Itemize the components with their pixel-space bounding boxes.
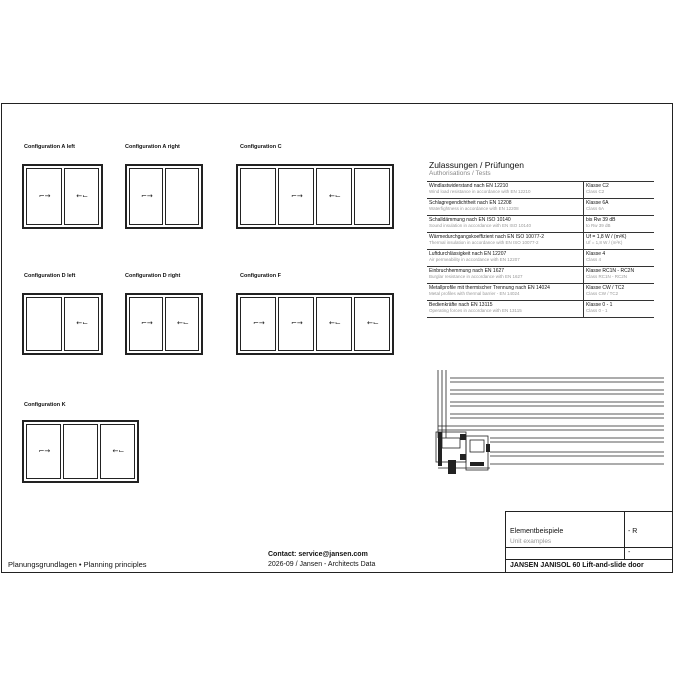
approval-value-cell bbox=[584, 250, 655, 267]
door-pane bbox=[278, 297, 314, 351]
approval-row bbox=[427, 267, 654, 284]
slide-right-arrow-icon: ⌐→ bbox=[141, 319, 153, 327]
approval-value-de: Klasse RC1N - RC2N bbox=[586, 268, 635, 274]
slide-left-arrow-icon: ←⌙ bbox=[76, 191, 88, 200]
door-frame bbox=[125, 293, 203, 355]
slide-right-arrow-icon: ⌐→ bbox=[38, 191, 51, 200]
approval-value-en: Class C2 bbox=[586, 189, 605, 194]
approval-value-de: Klasse CW / TC2 bbox=[586, 285, 625, 291]
approval-value-de: Uf = 1,8 W / (m²K) bbox=[586, 234, 627, 240]
approval-value-en: Class CW / TC2 bbox=[586, 291, 619, 296]
slide-left-arrow-icon: ←⌙ bbox=[76, 319, 88, 327]
approval-test-de: Wärmedurchgangskoeffizient nach EN ISO 10077-2 bbox=[429, 234, 544, 240]
approval-test-en: Thermal insulation in accordance with EN ISO 10077-2 bbox=[429, 240, 539, 245]
approval-test-de: Luftdurchlässigkeit nach EN 12207 bbox=[429, 251, 507, 257]
approval-test-de: Schalldämmung nach EN ISO 10140 bbox=[429, 217, 511, 223]
door-pane bbox=[240, 297, 276, 351]
door-pane bbox=[100, 424, 135, 479]
configuration-label: Configuration D left bbox=[24, 273, 76, 279]
planning-principles-label: Planungsgrundlagen • Planning principles bbox=[8, 560, 147, 569]
approval-value-cell bbox=[584, 216, 655, 233]
approval-test-en: Wind load resistance in accordance with EN 12210 bbox=[429, 189, 531, 194]
approval-value-cell bbox=[584, 284, 655, 301]
approval-value-de: Klasse C2 bbox=[586, 183, 609, 189]
approval-test-cell bbox=[427, 284, 584, 301]
approval-test-en: Sound insulation in accordance with EN ISO 10140 bbox=[429, 223, 532, 228]
approval-row bbox=[427, 284, 654, 301]
title-block-title: Elementbeispiele bbox=[510, 528, 564, 535]
configuration-label: Configuration A right bbox=[125, 144, 180, 150]
approval-test-cell bbox=[427, 267, 584, 284]
approval-value-cell bbox=[584, 267, 655, 284]
door-frame bbox=[236, 164, 394, 229]
approval-row bbox=[427, 182, 654, 199]
door-frame bbox=[125, 164, 203, 229]
document-info: 2026-09 / Jansen - Architects Data bbox=[268, 561, 376, 568]
approval-test-en: Waterfightness in accordance with EN 12208 bbox=[429, 206, 519, 211]
contact-email[interactable]: Contact: service@jansen.com bbox=[268, 551, 368, 558]
door-pane bbox=[316, 297, 352, 351]
approval-test-cell bbox=[427, 233, 584, 250]
approval-test-cell bbox=[427, 199, 584, 216]
approval-row bbox=[427, 216, 654, 233]
approval-test-de: Bedienkräfte nach EN 13115 bbox=[429, 302, 493, 308]
approval-test-cell bbox=[427, 182, 584, 199]
slide-right-arrow-icon: ⌐→ bbox=[38, 446, 51, 455]
door-pane bbox=[26, 424, 61, 479]
door-pane bbox=[354, 168, 390, 225]
approval-value-en: Class RC1N - RC2N bbox=[586, 274, 628, 279]
title-block-row bbox=[506, 548, 673, 560]
approval-test-en: Metal profiles with thermal barrier - EN 14024 bbox=[429, 291, 520, 296]
door-pane bbox=[165, 297, 199, 351]
slide-right-arrow-icon: ⌐→ bbox=[253, 319, 265, 327]
door-pane bbox=[129, 168, 163, 225]
approval-test-en: Air permeability in accordance with EN 12207 bbox=[429, 257, 520, 262]
door-frame bbox=[22, 293, 103, 355]
approval-value-en: Uf = 1,8 W / (m²K) bbox=[586, 240, 623, 245]
door-pane bbox=[64, 297, 100, 351]
approval-value-de: Klasse 0 - 1 bbox=[586, 302, 613, 308]
configuration-label: Configuration A left bbox=[24, 144, 75, 150]
slide-left-arrow-icon: ←⌙ bbox=[329, 319, 341, 327]
approval-value-de: Klasse 6A bbox=[586, 200, 609, 206]
approval-value-cell bbox=[584, 199, 655, 216]
door-frame bbox=[22, 164, 103, 229]
approval-test-de: Metallprofile mit thermischer Trennung nach EN 14024 bbox=[429, 285, 550, 291]
slide-right-arrow-icon: ⌐→ bbox=[291, 191, 303, 200]
slide-right-arrow-icon: ⌐→ bbox=[291, 319, 303, 327]
approval-test-en: Operating forces in accordance with EN 13115 bbox=[429, 308, 522, 313]
approval-value-de: bis Rw 39 dB bbox=[586, 217, 616, 223]
door-pane bbox=[316, 168, 352, 225]
approval-test-cell bbox=[427, 250, 584, 267]
approval-value-cell bbox=[584, 182, 655, 199]
approval-value-en: to Rw 39 dB bbox=[586, 223, 611, 228]
revision-dash: - bbox=[628, 549, 631, 556]
approval-value-cell bbox=[584, 233, 655, 250]
approvals-title: Zulassungen / Prüfungen bbox=[429, 160, 524, 170]
title-block bbox=[505, 511, 672, 572]
door-frame bbox=[236, 293, 394, 355]
approval-row bbox=[427, 199, 654, 216]
door-pane bbox=[165, 168, 199, 225]
approval-row bbox=[427, 250, 654, 267]
slide-right-arrow-icon: ⌐→ bbox=[141, 191, 153, 200]
configuration-label: Configuration F bbox=[240, 273, 281, 279]
title-block-divider bbox=[624, 512, 625, 560]
revision-label: - R bbox=[628, 528, 638, 535]
product-name: JANSEN JANISOL 60 Lift-and-slide door bbox=[510, 562, 644, 569]
approval-value-en: Class 4 bbox=[586, 257, 602, 262]
door-pane bbox=[63, 424, 98, 479]
approval-test-de: Windlastwiderstand nach EN 12210 bbox=[429, 183, 509, 189]
approval-row bbox=[427, 233, 654, 250]
slide-left-arrow-icon: ←⌙ bbox=[177, 319, 189, 327]
slide-left-arrow-icon: ←⌙ bbox=[112, 446, 125, 455]
door-pane bbox=[64, 168, 100, 225]
profile-section-drawing bbox=[430, 368, 666, 478]
approval-value-cell bbox=[584, 301, 655, 318]
configuration-label: Configuration K bbox=[24, 402, 66, 408]
configuration-label: Configuration D right bbox=[125, 273, 181, 279]
slide-left-arrow-icon: ←⌙ bbox=[367, 319, 379, 327]
approval-value-de: Klasse 4 bbox=[586, 251, 606, 257]
door-pane bbox=[240, 168, 276, 225]
approval-row bbox=[427, 301, 654, 318]
door-pane bbox=[26, 168, 62, 225]
approvals-subtitle: Authorisations / Tests bbox=[429, 170, 491, 177]
approval-test-cell bbox=[427, 216, 584, 233]
title-block-subtitle: Unit examples bbox=[510, 538, 552, 545]
approval-test-de: Einbruchhemmung nach EN 1627 bbox=[429, 268, 505, 274]
door-frame bbox=[22, 420, 139, 483]
approvals-table bbox=[427, 181, 654, 318]
approval-value-en: Class 0 - 1 bbox=[586, 308, 608, 313]
door-pane bbox=[26, 297, 62, 351]
door-pane bbox=[354, 297, 390, 351]
configuration-label: Configuration C bbox=[240, 144, 282, 150]
slide-left-arrow-icon: ←⌙ bbox=[329, 191, 341, 200]
approval-test-en: Burglar resistance in accordance with EN 1627 bbox=[429, 274, 523, 279]
door-pane bbox=[129, 297, 163, 351]
door-pane bbox=[278, 168, 314, 225]
approval-test-cell bbox=[427, 301, 584, 318]
approval-value-en: Class 6A bbox=[586, 206, 605, 211]
approval-test-de: Schlagregendichtheit nach EN 12208 bbox=[429, 200, 512, 206]
